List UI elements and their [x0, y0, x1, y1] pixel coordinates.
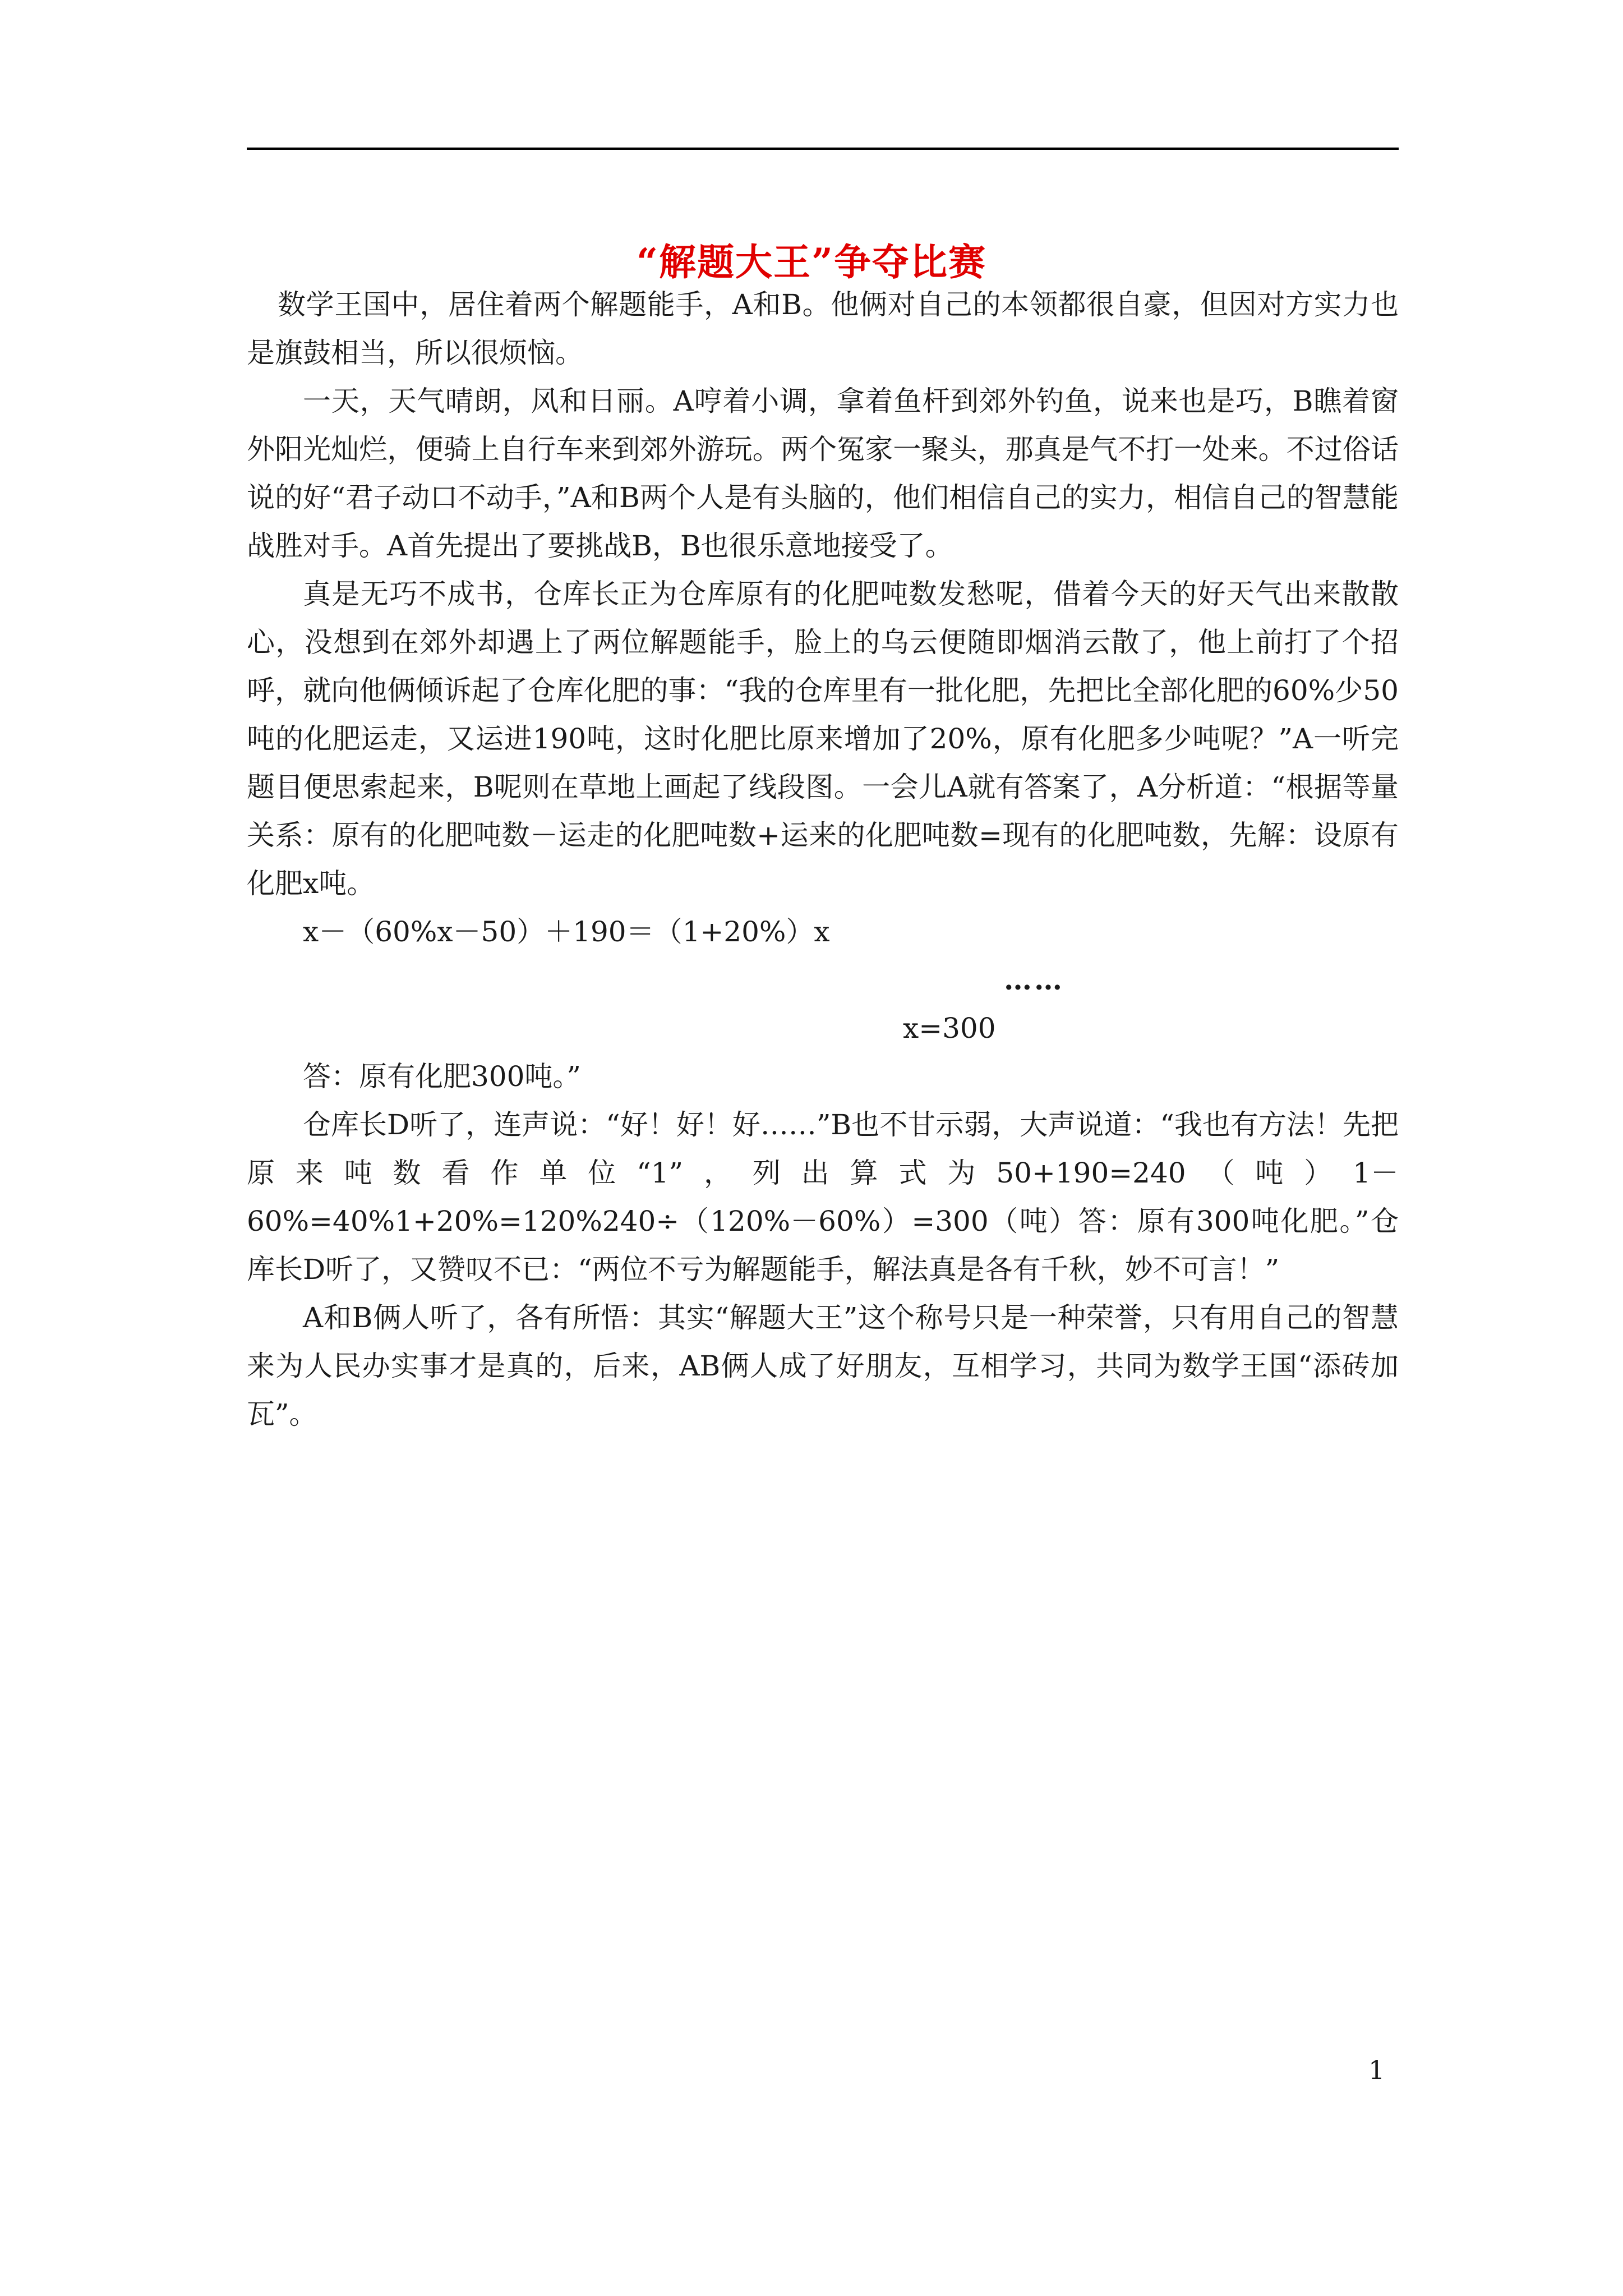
paragraph-intro: 数学王国中，居住着两个解题能手，A和B。他俩对自己的本领都很自豪，但因对方实力也是旗鼓相当，所以很烦恼。	[247, 288, 1399, 369]
document-body	[247, 280, 1399, 1438]
header-rule	[247, 148, 1399, 150]
paragraph-answer-a: 答：原有化肥300吨。”	[303, 1060, 581, 1093]
paragraph-method-b: 仓库长D听了，连声说：“好！好！好……”B也不甘示弱，大声说道：“我也有方法！先把原来吨数看作单位“1”，列出算式为50+190=240（吨）1－60%=40%1+20%=120%240÷（120%－60%）=300（吨）答：原有300吨化肥。”仓库长D听了，又赞叹不已：“两位不亏为解题能手，解法真是各有千秋，妙不可言！”	[247, 1108, 1399, 1286]
paragraph-problem: 真是无巧不成书，仓库长正为仓库原有的化肥吨数发愁呢，借着今天的好天气出来散散心，没想到在郊外却遇上了两位解题能手，脸上的乌云便随即烟消云散了，他上前打了个招呼，就向他俩倾诉起了仓库化肥的事：“我的仓库里有一批化肥，先把比全部化肥的60%少50吨的化肥运走，又运进190吨，这时化肥比原来增加了20%，原有化肥多少吨呢？”A一听完题目便思索起来，B呢则在草地上画起了线段图。一会儿A就有答案了，A分析道：“根据等量关系：原有的化肥吨数－运走的化肥吨数+运来的化肥吨数=现有的化肥吨数，先解：设原有化肥x吨。	[247, 578, 1399, 900]
equation-ellipsis: ……	[1004, 963, 1064, 996]
equation-line: x－（60%x－50）＋190＝（1+20%）x	[303, 915, 830, 948]
paragraph-encounter: 一天，天气晴朗，风和日丽。A哼着小调，拿着鱼杆到郊外钓鱼，说来也是巧，B瞧着窗外阳光灿烂，便骑上自行车来到郊外游玩。两个冤家一聚头，那真是气不打一处来。不过俗话说的好“君子动口不动手，”A和B两个人是有头脑的，他们相信自己的实力，相信自己的智慧能战胜对手。A首先提出了要挑战B，B也很乐意地接受了。	[247, 385, 1399, 562]
paragraph-conclusion: A和B俩人听了，各有所悟：其实“解题大王”这个称号只是一种荣誉，只有用自己的智慧来为人民办实事才是真的，后来，AB俩人成了好朋友，互相学习，共同为数学王国“添砖加瓦”。	[247, 1301, 1399, 1430]
document-title: “解题大王”争夺比赛	[637, 240, 986, 284]
equation-result: x=300	[903, 1012, 996, 1045]
page-number: 1	[1368, 2055, 1385, 2085]
